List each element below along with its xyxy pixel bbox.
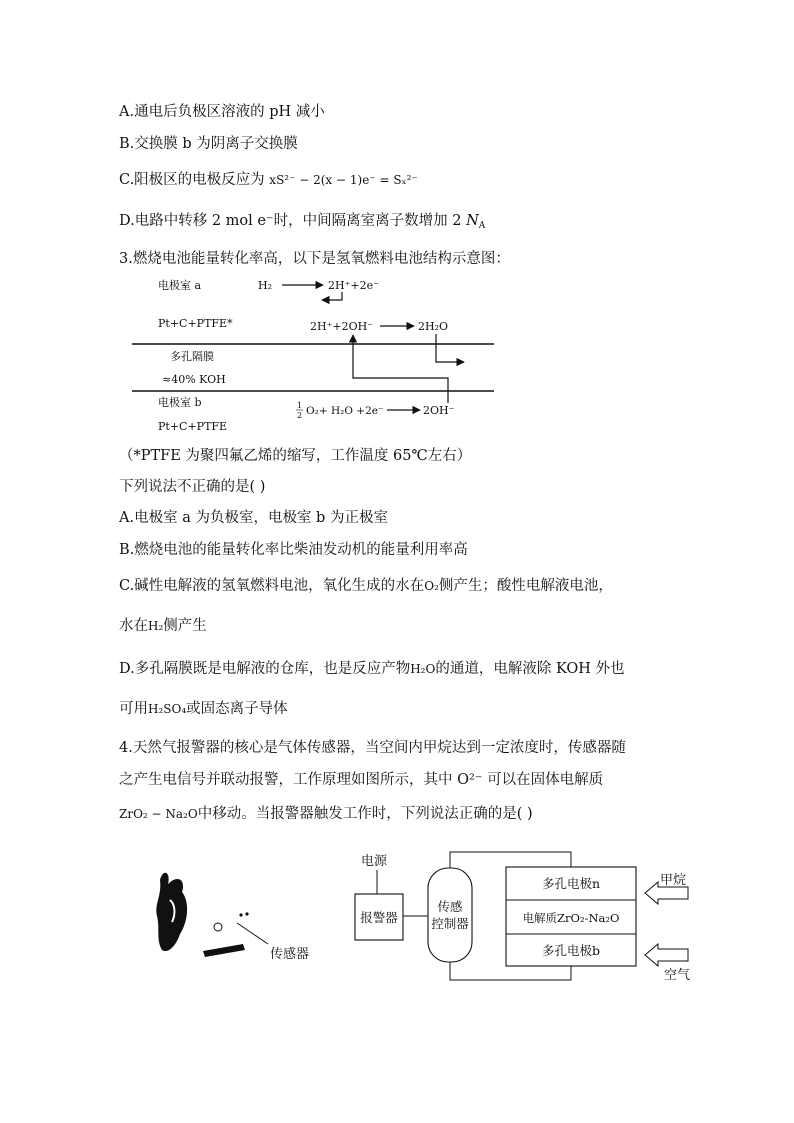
q3-option-d-text2: 的通道，电解液除 KOH 外也 [435, 661, 625, 677]
air-label: 空气 [664, 968, 691, 983]
q2-option-d-na: N [466, 213, 479, 229]
q4-stem-line3 [119, 804, 533, 824]
oh-return-arrow [353, 335, 448, 403]
sensor-bar-icon [203, 944, 245, 957]
water-out-arrow [436, 334, 464, 362]
q3-option-d-h2so4: H₂SO₄ [148, 702, 187, 716]
q3-option-b: B.燃烧电池的能量转化率比柴油发动机的能量利用率高 [119, 542, 468, 558]
q3-option-a: A.电极室 a 为负极室，电极室 b 为正极室 [119, 510, 388, 526]
controller-box [428, 868, 472, 962]
q3-option-d-line1 [119, 659, 625, 679]
controller-label-1: 传感 [437, 899, 463, 914]
sensor-label: 传感器 [270, 947, 310, 962]
q3-option-d-text3: 可用 [119, 701, 148, 717]
electrode-a-label: Pt+C+PTFE* [158, 317, 233, 330]
sensor-pointer-line [237, 923, 268, 944]
q2-option-b: B.交换膜 b 为阴离子交换膜 [119, 136, 298, 152]
electrode-b-label: 多孔电极b [541, 943, 601, 958]
q4-stem-line2: 之产生电信号并联动报警，工作原理如图所示，其中 O²⁻ 可以在固体电解质 [119, 772, 604, 788]
q3-question: 下列说法不正确的是( ) [119, 479, 266, 495]
q2-option-a: A.通电后负极区溶液的 pH 减小 [119, 104, 325, 120]
sensor-dot-icon [214, 923, 222, 931]
q2-option-d-text: D.电路中转移 2 mol e⁻时，中间隔离室离子数增加 2 [119, 213, 467, 229]
flame-icon [156, 873, 187, 951]
h-plus-arrow [322, 292, 342, 300]
methane-alarm-diagram [156, 852, 690, 983]
cathode-frac-den: 2 [297, 411, 303, 420]
electrode-b-label: Pt+C+PTFE [158, 420, 228, 433]
q2-option-c-text: C.阳极区的电极反应为 [119, 172, 270, 188]
q2-option-c-formula: xS²⁻ − 2(x − 1)e⁻ = Sₓ²⁻ [269, 173, 418, 187]
q4-stem-text: 中移动。当报警器触发工作时，下列说法正确的是( ) [197, 806, 533, 822]
power-label: 电源 [361, 854, 388, 869]
q3-option-c-line1 [119, 576, 613, 596]
q3-note: （*PTFE 为聚四氟乙烯的缩写，工作温度 65℃左右） [119, 448, 472, 464]
methane-label: 甲烷 [660, 873, 687, 888]
controller-label-2: 控制器 [431, 916, 469, 931]
q4-stem-line1: 4.天然气报警器的核心是气体传感器，当空间内甲烷达到一定浓度时，传感器随 [119, 740, 626, 756]
q3-option-c-text2: 侧产生；酸性电解液电池， [438, 578, 613, 594]
electrode-n-label: 多孔电极n [541, 876, 601, 891]
electrolyte-label: 电解质ZrO₂-Na₂O [522, 911, 620, 925]
q3-option-d-line2 [119, 699, 288, 719]
q2-option-d-na-sub: A [478, 221, 486, 231]
oh-out-label: 2OH⁻ [423, 404, 455, 417]
q3-option-d-text1: D.多孔隔膜既是电解液的仓库，也是反应产物 [119, 661, 411, 677]
q3-option-c-text3: 水在 [119, 618, 148, 634]
q3-option-c-h2: H₂ [148, 619, 164, 633]
q3-stem: 3.燃烧电池能量转化率高，以下是氢氧燃料电池结构示意图： [119, 251, 510, 267]
q3-option-d-h2o: H₂O [410, 662, 436, 676]
cathode-eq-label: O₂+ H₂O +2e⁻ [306, 405, 384, 417]
koh-label: ≈40% KOH [162, 373, 226, 386]
room-a-label: 电极室 a [158, 279, 202, 292]
q4-stem-formula: ZrO₂ − Na₂O [119, 807, 198, 821]
sensor-small-dot [245, 912, 248, 915]
cathode-frac-num: 1 [297, 401, 303, 410]
q3-option-c-text4: 侧产生 [163, 618, 207, 634]
top-wire [450, 852, 571, 868]
q3-option-c-text1: C.碱性电解液的氢氧燃料电池，氧化生成的水在 [119, 578, 425, 594]
sensor-small-dot [239, 913, 242, 916]
water-label: 2H₂O [418, 320, 449, 333]
h2-products-label: 2H⁺+2e⁻ [328, 279, 379, 292]
air-arrow-icon [645, 944, 688, 966]
q3-option-c-line2 [119, 616, 207, 636]
alarm-label: 报警器 [360, 910, 398, 925]
q3-option-d-text4: 或固态离子导体 [186, 701, 288, 717]
h2-label: H₂ [258, 279, 273, 292]
membrane-label: 多孔隔膜 [170, 350, 214, 363]
combine-label: 2H⁺+2OH⁻ [310, 320, 374, 333]
q3-option-c-o2: O₂ [424, 579, 439, 593]
room-b-label: 电极室 b [158, 396, 202, 409]
